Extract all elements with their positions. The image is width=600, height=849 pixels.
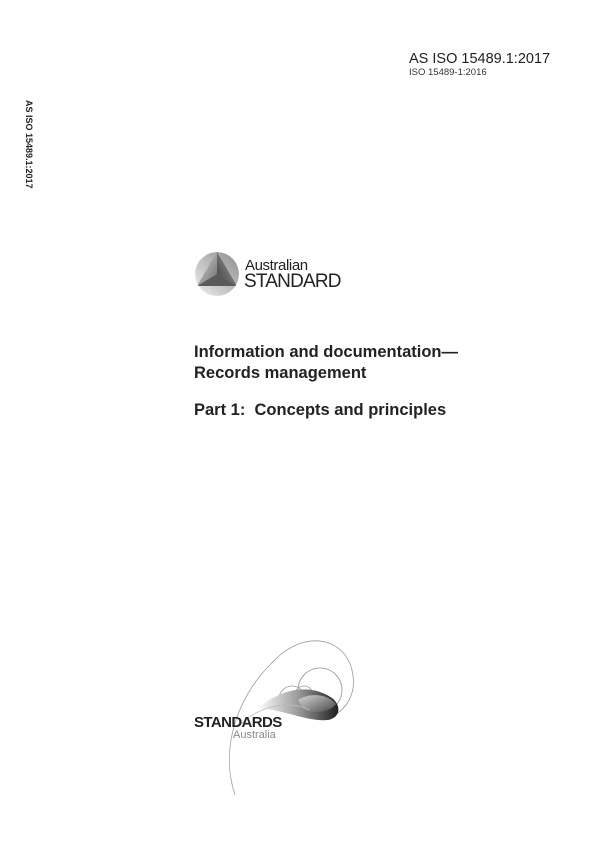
- title-line-1: Information and documentation—: [194, 343, 458, 361]
- australian-standard-logo: [193, 250, 353, 300]
- part-title: Part 1: Concepts and principles: [194, 401, 447, 419]
- standards-australia-swirl-icon: [180, 600, 380, 810]
- logo-line-standard: STANDARD: [244, 271, 341, 292]
- publisher-name: STANDARDS: [194, 714, 282, 731]
- standard-number: AS ISO 15489.1:2017: [409, 51, 551, 67]
- logo-line-australian: Australian: [245, 257, 308, 274]
- title-line-2: Records management: [194, 364, 367, 382]
- iso-number: ISO 15489-1:2016: [409, 67, 487, 78]
- australian-standard-triangle-icon: [193, 250, 243, 300]
- spine-label: AS ISO 15489.1:2017: [24, 100, 34, 189]
- document-title: [194, 342, 458, 384]
- publisher-country: Australia: [233, 729, 276, 741]
